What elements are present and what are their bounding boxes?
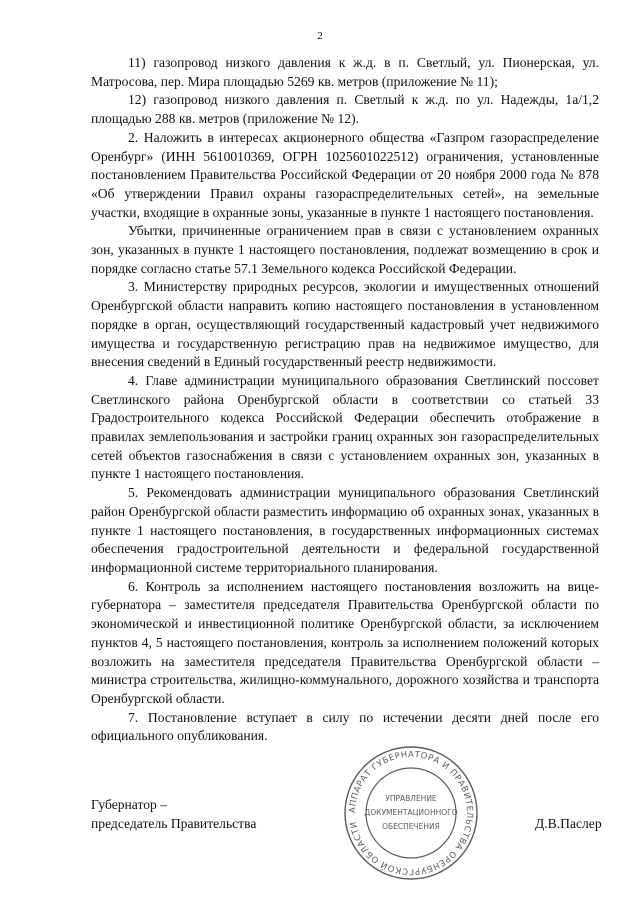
paragraph-clause-3: 3. Министерству природных ресурсов, экологии и имущественных отношений Оренбургской области направить копию настоящего постановления в установленном порядке в орган, осуществляющий государственный кадастровый учет недвижимого имущества и государственную регистрацию прав на недвижимое имущество, для внесения сведений в Единый государственный реестр недвижимости.	[91, 279, 599, 370]
paragraph-clause-6: 6. Контроль за исполнением настоящего постановления возложить на вице-губернатора – заместителя председателя Правительства Оренбургской области по экономической и инвестиционной политике Оренбургской области, за исключением пунктов 4, 5 настоящего постановления, контроль за исполнением положений которых возложить на заместителя председателя Правительства Оренбургской области – министра строительства, жилищно-коммунального, дорожного хозяйства и транспорта Оренбургской области.	[91, 578, 599, 706]
signatory-title	[91, 796, 256, 833]
paragraph-losses: Убытки, причиненные ограничением прав в связи с установлением охранных зон, указанных в пункте 1 настоящего постановления, подлежат возмещению в срок и порядке согласно статье 57.1 Земельного кодекса Российской Федерации.	[91, 223, 599, 276]
stamp-inner-line1: УПРАВЛЕНИЕ	[385, 794, 437, 803]
official-stamp	[343, 745, 479, 881]
stamp-outer-text: АППАРАТ ГУБЕРНАТОРА И ПРАВИТЕЛЬСТВА ОРЕНБУРГСКОЙ ОБЛАСТИ	[347, 749, 475, 877]
paragraph-clause-2: 2. Наложить в интересах акционерного общества «Газпром газораспределение Оренбург» (ИНН 5610010369, ОГРН 1025601022512) ограничения, установленные постановлением Правительства Российской Федерации от 20 ноября 2000 года № 878 «Об утверждении Правил охраны газораспределительных сетей», на земельные участки, входящие в охранные зоны, указанные в пункте 1 настоящего постановления.	[91, 129, 599, 220]
paragraph-item-12: 12) газопровод низкого давления п. Светлый к ж.д. по ул. Надежды, 1а/1,2 площадью 288 кв. метров (приложение № 12).	[91, 92, 599, 127]
signatory-name: Д.В.Паслер	[535, 816, 602, 831]
document-body	[91, 54, 599, 746]
paragraph-item-11: 11) газопровод низкого давления к ж.д. в п. Светлый, ул. Пионерская, ул. Матросова, пер. Мира площадью 5269 кв. метров (приложение № 11);	[91, 55, 599, 89]
paragraph-clause-5: 5. Рекомендовать администрации муниципального образования Светлинский район Оренбургской области разместить информацию об охранных зонах, указанных в пункте 1 настоящего постановления, в государственных информационных системах обеспечения градостроительной деятельности и федеральной государственной информационной системе территориального планирования.	[91, 485, 599, 575]
paragraph-clause-7: 7. Постановление вступает в силу по истечении десяти дней после его официального опубликования.	[91, 709, 599, 744]
page-number: 2	[317, 30, 323, 42]
stamp-inner-line2: ДОКУМЕНТАЦИОННОГО	[364, 808, 458, 817]
stamp-inner-line3: ОБЕСПЕЧЕНИЯ	[382, 822, 440, 831]
paragraph-clause-4: 4. Главе администрации муниципального образования Светлинский поссовет Светлинского района Оренбургской области в соответствии со статьей 33 Градостроительного кодекса Российской Федерации обеспечить отображение в правилах землепользования и застройки границ охранных зон газораспределительных сетей объектов газоснабжения в связи с установлением охранных зон, указанных в пункте 1 настоящего постановления.	[91, 372, 599, 482]
signatory-title-line2: председатель Правительства	[91, 815, 257, 831]
signatory-title-line1: Губернатор –	[91, 797, 168, 812]
